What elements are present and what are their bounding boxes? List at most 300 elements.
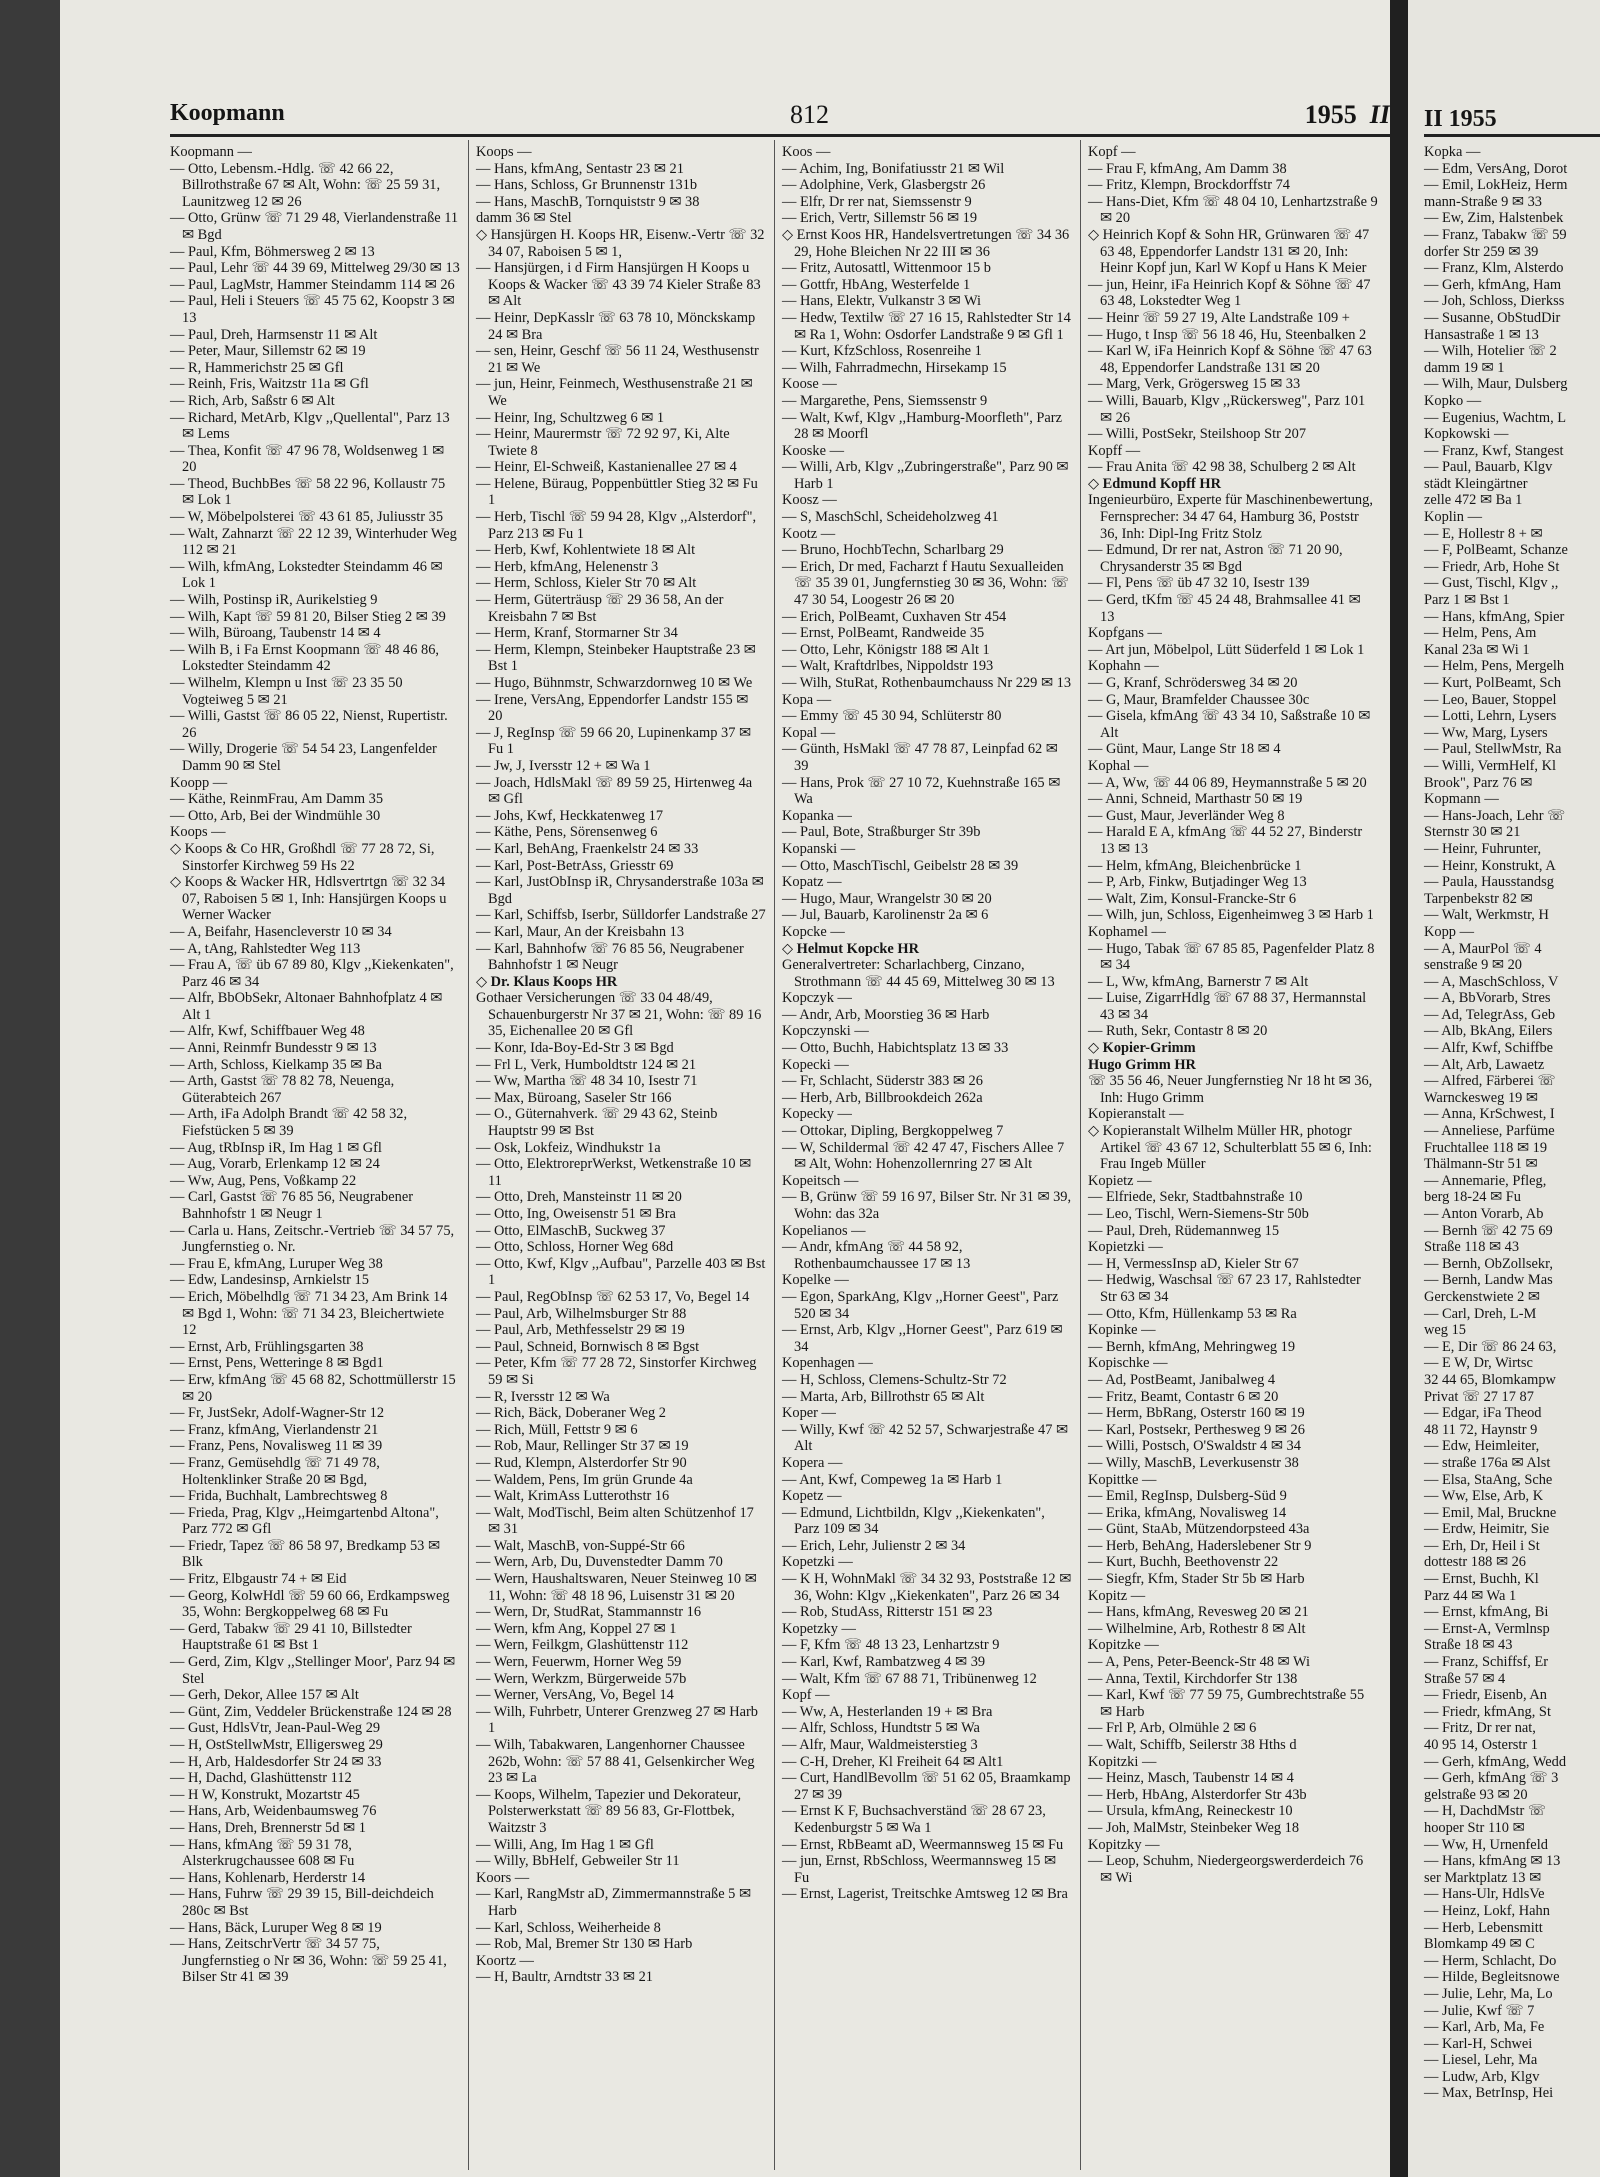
directory-entry: — Alfr, Maur, Waldmeisterstieg 3: [782, 1737, 978, 1753]
directory-entry: — Karl, Kwf, Rambatzweg 4 ✉ 39: [782, 1654, 986, 1671]
directory-entry: — Karl-H, Schwei: [1424, 2035, 1533, 2052]
directory-entry: — Leo, Bauer, Stoppel: [1424, 691, 1557, 708]
directory-entry: ◇ Hansjürgen H. Koops HR, Eisenw.-Vertr ☏ 32 34 07, Raboisen 5 ✉ 1,: [476, 226, 765, 260]
directory-entry: — Rob, Maur, Rellinger Str 37 ✉ 19: [476, 1438, 689, 1455]
directory-entry: — Herb, Kwf, Kohlentwiete 18 ✉ Alt: [476, 542, 696, 559]
directory-entry: — Wilh, Kapt ☏ 59 81 20, Bilser Stieg 2 ✉ 39: [170, 608, 446, 625]
directory-entry: — Joh, Schloss, Dierkss: [1424, 293, 1565, 310]
directory-entry: — Ew, Zim, Halstenbek: [1424, 210, 1564, 227]
directory-entry: — Marg, Verk, Grögersweg 15 ✉ 33: [1088, 376, 1301, 393]
directory-entry: — Ursula, kfmAng, Reineckestr 10: [1088, 1803, 1293, 1820]
directory-entry: — Ww, Marg, Lysers: [1424, 724, 1548, 741]
column-3: [782, 144, 1072, 1903]
directory-entry: — A, tAng, Rahlstedter Weg 113: [170, 940, 361, 957]
directory-entry: Koopp —: [170, 774, 228, 791]
directory-entry: — Hedwig, Waschsal ☏ 67 23 17, Rahlstedter Str 63 ✉ 34: [1088, 1272, 1361, 1305]
directory-entry: — Franz, Pens, Novalisweg 11 ✉ 39: [170, 1438, 383, 1455]
directory-entry: — Bruno, HochbTechn, Scharlbarg 29: [782, 542, 1004, 559]
directory-entry: — Achim, Ing, Bonifatiusstr 21 ✉ Wil: [782, 160, 1005, 177]
directory-entry: — Karl, Bahnhofw ☏ 76 85 56, Neugrabener Bahnhofstr 1 ✉ Neugr: [476, 940, 744, 974]
directory-entry: — Gisela, kfmAng ☏ 43 34 10, Saßstraße 10 ✉ Alt: [1088, 708, 1371, 741]
directory-entry: — Carl, Dreh, L-M: [1424, 1305, 1537, 1322]
directory-entry: — Edmund, Dr rer nat, Astron ☏ 71 20 90, Chrysanderstr 35 ✉ Bgd: [1088, 542, 1343, 575]
directory-entry: damm 19 ✉ 1: [1424, 359, 1505, 376]
directory-entry: Kopp —: [1424, 923, 1474, 940]
directory-entry: — Franz, Schiffsf, Er: [1424, 1654, 1549, 1671]
directory-entry: — Ernst, PolBeamt, Randweide 35: [782, 625, 985, 642]
directory-entry: — Heinr, Maurermstr ☏ 72 92 97, Ki, Alte Twiete 8: [476, 426, 730, 459]
directory-entry: — Ernst, Arb, Klgv ,,Horner Geest", Parz 619 ✉ 34: [782, 1322, 1063, 1355]
directory-entry: — Rich, Müll, Fettstr 9 ✉ 6: [476, 1421, 638, 1438]
directory-entry: Straße 57 ✉ 4: [1424, 1670, 1506, 1687]
directory-entry: Kopatz —: [782, 874, 842, 891]
directory-entry: — Walt, Kfm ☏ 67 88 71, Tribünenweg 12: [782, 1670, 1037, 1687]
directory-entry: — Bernh, ObZollsekr,: [1424, 1255, 1553, 1272]
directory-entry: — Willi, Ang, Im Hag 1 ✉ Gfl: [476, 1836, 654, 1853]
directory-entry: — Hans, Fuhrw ☏ 29 39 15, Bill-deichdeich 280c ✉ Bst: [170, 1886, 434, 1919]
directory-entry: — Frau E, kfmAng, Luruper Weg 38: [170, 1255, 383, 1272]
directory-entry: — Alfr, Kwf, Schiffbe: [1424, 1040, 1554, 1057]
directory-entry: Koors —: [476, 1869, 530, 1886]
directory-entry: — Gottfr, HbAng, Westerfelde 1: [782, 276, 971, 293]
directory-entry: 32 44 65, Blomkampw: [1424, 1371, 1556, 1388]
directory-entry: ◇ Dr. Klaus Koops HR: [476, 973, 618, 990]
directory-entry: — Leo, Tischl, Wern-Siemens-Str 50b: [1088, 1206, 1309, 1222]
directory-entry: — Leop, Schuhm, Niedergeorgswerderdeich 76 ✉ Wi: [1088, 1853, 1364, 1886]
directory-entry: ◇ Edmund Kopff HR: [1088, 475, 1222, 492]
directory-entry: — Bernh, kfmAng, Mehringweg 19: [1088, 1338, 1296, 1355]
directory-entry: — L, Ww, kfmAng, Barnerstr 7 ✉ Alt: [1088, 973, 1309, 990]
directory-entry: — Otto, Lehr, Königstr 188 ✉ Alt 1: [782, 641, 990, 658]
directory-entry: — Carla u. Hans, Zeitschr.-Vertrieb ☏ 34 57 75, Jungfernstieg o. Nr.: [170, 1222, 455, 1256]
directory-entry: — Franz, Kwf, Stangest: [1424, 442, 1564, 459]
directory-entry: — Hans, ZeitschrVertr ☏ 34 57 75, Jungfernstieg o Nr ✉ 36, Wohn: ☏ 59 25 41, Bilser Str 41 ✉ 39: [170, 1936, 447, 1986]
directory-entry: Kopitzki —: [1088, 1753, 1157, 1770]
directory-entry: — Aug, Vorarb, Erlenkamp 12 ✉ 24: [170, 1156, 380, 1173]
directory-page: [60, 0, 1390, 2177]
directory-entry: — Emil, LokHeiz, Herm: [1424, 177, 1568, 194]
directory-entry: — Wern, Haushaltswaren, Neuer Steinweg 10 ✉ 11, Wohn: ☏ 48 18 96, Luisenstr 31 ✉ 20: [476, 1571, 757, 1604]
directory-entry: Koper —: [782, 1405, 836, 1422]
directory-entry: — Wilh, jun, Schloss, Eigenheimweg 3 ✉ Harb 1: [1088, 907, 1374, 924]
directory-entry: — Gust, HdlsVtr, Jean-Paul-Weg 29: [170, 1720, 381, 1737]
directory-entry: — Gerd, Tabakw ☏ 29 41 10, Billstedter Hauptstraße 61 ✉ Bst 1: [170, 1620, 412, 1654]
directory-entry: — Emil, RegInsp, Dulsberg-Süd 9: [1088, 1488, 1287, 1505]
directory-entry: — E W, Dr, Wirtsc: [1424, 1355, 1533, 1372]
directory-entry: — Otto, Ing, Oweisenstr 51 ✉ Bra: [476, 1206, 676, 1222]
directory-entry: mann-Straße 9 ✉ 33: [1424, 193, 1542, 210]
directory-entry: — A, Beifahr, Hasencleverstr 10 ✉ 34: [170, 923, 392, 940]
directory-entry: — Walt, KrimAss Lutterothstr 16: [476, 1488, 670, 1505]
directory-entry: Kopff —: [1088, 442, 1141, 459]
directory-entry: — Julie, Lehr, Ma, Lo: [1424, 1985, 1553, 2002]
directory-entry: — Hans, Schloss, Gr Brunnenstr 131b: [476, 177, 698, 194]
directory-entry: — Günth, HsMakl ☏ 47 78 87, Leinpfad 62 ✉ 39: [782, 741, 1058, 774]
directory-entry: — Erich, PolBeamt, Cuxhaven Str 454: [782, 608, 1007, 625]
directory-entry: — Alb, BkAng, Eilers: [1424, 1023, 1553, 1040]
directory-entry: — Elfriede, Sekr, Stadtbahnstraße 10: [1088, 1189, 1303, 1206]
directory-entry: — jun, Ernst, RbSchloss, Weermannsweg 15 ✉ Fu: [782, 1853, 1057, 1886]
directory-entry: — Ernst, RbBeamt aD, Weermannsweg 15 ✉ Fu: [782, 1836, 1064, 1853]
directory-entry: — Hugo, Bühnmstr, Schwarzdornweg 10 ✉ We: [476, 675, 753, 691]
directory-entry: — Herm, BbRang, Osterstr 160 ✉ 19: [1088, 1405, 1305, 1422]
directory-entry: — Elfr, Dr rer nat, Siemssenstr 9: [782, 193, 972, 210]
directory-entry: — Herb, Arb, Billbrookdeich 262a: [782, 1089, 983, 1106]
directory-entry: — Günt, Zim, Veddeler Brückenstraße 124 ✉ 28: [170, 1703, 452, 1720]
directory-entry: — Erika, kfmAng, Novalisweg 14: [1088, 1504, 1287, 1521]
directory-entry: damm 36 ✉ Stel: [476, 210, 572, 227]
directory-entry: — J, RegInsp ☏ 59 66 20, Lupinenkamp 37 ✉ Fu 1: [476, 724, 752, 758]
column-divider: [468, 140, 469, 2170]
next-page-header: II 1955: [1424, 106, 1497, 132]
header-page-number: 812: [790, 100, 829, 129]
directory-entry: — Ww, Else, Arb, K: [1424, 1488, 1544, 1505]
directory-entry: — Wilh B, i Fa Ernst Koopmann ☏ 48 46 86, Lokstedter Steindamm 42: [170, 641, 439, 675]
header-year: 1955 II: [1304, 100, 1390, 129]
directory-entry: Kopcke —: [782, 923, 845, 940]
directory-entry: Kopf —: [1088, 144, 1136, 160]
directory-entry: ◇ Helmut Kopcke HR: [782, 940, 919, 957]
directory-entry: — Friedr, kfmAng, St: [1424, 1703, 1551, 1720]
directory-entry: — Rob, StudAss, Ritterstr 151 ✉ 23: [782, 1604, 993, 1621]
directory-entry: — Heinr ☏ 59 27 19, Alte Landstraße 109 +: [1088, 309, 1350, 326]
directory-entry: — Paul, RegObInsp ☏ 62 53 17, Vo, Begel 14: [476, 1288, 750, 1305]
directory-entry: — Ww, H, Urnenfeld: [1424, 1836, 1548, 1853]
column-4: [1088, 144, 1378, 1886]
directory-entry: Kootz —: [782, 525, 836, 542]
directory-entry: — Arth, iFa Adolph Brandt ☏ 42 58 32, Fiefstücken 5 ✉ 39: [170, 1106, 408, 1140]
directory-entry: Koortz —: [476, 1952, 534, 1969]
directory-entry: — Wilh, Fuhrbetr, Unterer Grenzweg 27 ✉ Harb 1: [476, 1703, 758, 1737]
directory-entry: — Karl, BehAng, Fraenkelstr 24 ✉ 33: [476, 840, 699, 857]
directory-entry: — Paul, Bote, Straßburger Str 39b: [782, 824, 981, 841]
directory-entry: — Konr, Ida-Boy-Ed-Str 3 ✉ Bgd: [476, 1040, 674, 1057]
directory-entry: Generalvertreter: Scharlachberg, Cinzano, Strothmann ☏ 44 45 69, Mittelweg 30 ✉ 13: [782, 957, 1055, 990]
directory-entry: — Hans-Ulr, HdlsVe: [1424, 1886, 1545, 1903]
directory-entry: — Otto, Kwf, Klgv ,,Aufbau", Parzelle 403 ✉ Bst 1: [476, 1255, 766, 1289]
directory-entry: — G, Maur, Bramfelder Chaussee 30c: [1088, 691, 1310, 708]
directory-entry: Blomkamp 49 ✉ C: [1424, 1936, 1535, 1953]
directory-entry: Kophal —: [1088, 757, 1149, 774]
directory-entry: — Walt, ModTischl, Beim alten Schützenhof 17 ✉ 31: [476, 1504, 754, 1538]
directory-entry: — Joh, MalMstr, Steinbeker Weg 18: [1088, 1819, 1300, 1836]
directory-entry: — Anna, KrSchwest, I: [1424, 1106, 1555, 1123]
directory-entry: — Heinr, DepKasslr ☏ 63 78 10, Mönckskamp 24 ✉ Bra: [476, 309, 756, 343]
directory-entry: — Otto, Dreh, Mansteinstr 11 ✉ 20: [476, 1189, 682, 1206]
directory-entry: — Willy, Kwf ☏ 42 52 57, Schwarjestraße 47 ✉ Alt: [782, 1421, 1069, 1455]
directory-entry: — Reinh, Fris, Waitzstr 11a ✉ Gfl: [170, 376, 369, 393]
directory-entry: — Otto, Kfm, Hüllenkamp 53 ✉ Ra: [1088, 1305, 1297, 1322]
directory-entry: Fruchtallee 118 ✉ 19: [1424, 1139, 1548, 1156]
directory-entry: — Hans, Elektr, Vulkanstr 3 ✉ Wi: [782, 293, 981, 310]
directory-entry: — Wern, Werkzm, Bürgerweide 57b: [476, 1670, 687, 1687]
directory-entry: Kopko —: [1424, 392, 1482, 409]
directory-entry: Kopecki —: [782, 1056, 849, 1073]
directory-entry: hooper Str 110 ✉: [1424, 1819, 1525, 1836]
directory-entry: — Irene, VersAng, Eppendorfer Landstr 155 ✉ 20: [476, 691, 749, 725]
directory-entry: — Heinr, Ing, Schultzweg 6 ✉ 1: [476, 409, 665, 426]
directory-entry: Warnckesweg 19 ✉: [1424, 1089, 1538, 1106]
directory-entry: — Anna, Textil, Kirchdorfer Str 138: [1088, 1670, 1298, 1687]
directory-entry: Kopetzky —: [782, 1620, 856, 1637]
directory-entry: Sternstr 30 ✉ 21: [1424, 824, 1521, 841]
directory-entry: — Paul, Arb, Methfesselstr 29 ✉ 19: [476, 1322, 685, 1339]
directory-entry: — Hans, kfmAng ☏ 59 31 78, Alsterkrugchaussee 608 ✉ Fu: [170, 1836, 355, 1870]
directory-entry: Kopelke —: [782, 1272, 849, 1289]
directory-entry: — Gerd, Zim, Klgv ,,Stellinger Moor', Parz 94 ✉ Stel: [170, 1654, 456, 1687]
directory-entry: — Curt, HandlBevollm ☏ 51 62 05, Braamkamp 27 ✉ 39: [782, 1770, 1071, 1803]
directory-entry: Gerckenstwiete 2 ✉: [1424, 1288, 1540, 1305]
directory-entry: — A, Pens, Peter-Beenck-Str 48 ✉ Wi: [1088, 1654, 1310, 1671]
directory-entry: — Edw, Heimleiter,: [1424, 1438, 1540, 1455]
directory-entry: — Helm, Pens, Mergelh: [1424, 658, 1565, 675]
directory-entry: — Edm, VersAng, Dorot: [1424, 160, 1568, 177]
directory-entry: — Gust, Maur, Jeverländer Weg 8: [1088, 807, 1285, 824]
directory-entry: Straße 18 ✉ 43: [1424, 1637, 1513, 1654]
directory-entry: — Johs, Kwf, Heckkatenweg 17: [476, 807, 664, 824]
directory-entry: — H, Baultr, Arndtstr 33 ✉ 21: [476, 1969, 653, 1986]
directory-entry: — Edw, Landesinsp, Arnkielstr 15: [170, 1272, 369, 1289]
directory-entry: städt Kleingärtner: [1424, 475, 1528, 492]
directory-entry: — Willi, Bauarb, Klgv ,,Rückersweg", Parz 101 ✉ 26: [1088, 392, 1366, 426]
directory-entry: — Gerh, Dekor, Allee 157 ✉ Alt: [170, 1687, 359, 1704]
directory-entry: — Alfr, Kwf, Schiffbauer Weg 48: [170, 1023, 365, 1040]
directory-entry: — straße 176a ✉ Alst: [1424, 1454, 1551, 1471]
directory-entry: — Ww, Martha ☏ 48 34 10, Isestr 71: [476, 1073, 698, 1090]
directory-entry: — Erh, Dr, Heil i St: [1424, 1537, 1540, 1554]
directory-entry: — Helm, Pens, Am: [1424, 625, 1537, 642]
directory-entry: — Ad, TelegrAss, Geb: [1424, 1006, 1556, 1023]
directory-entry: — Hans, kfmAng, Revesweg 20 ✉ 21: [1088, 1604, 1309, 1621]
directory-entry: — Paul, StellwMstr, Ra: [1424, 741, 1562, 758]
directory-entry: — Franz, Tabakw ☏ 59: [1424, 226, 1567, 243]
directory-entry: — Wilh, Maur, Dulsberg: [1424, 376, 1568, 393]
directory-entry: — R, Iversstr 12 ✉ Wa: [476, 1388, 610, 1405]
directory-entry: — Käthe, Pens, Sörensenweg 6: [476, 824, 658, 841]
directory-entry: Koops —: [476, 144, 532, 160]
directory-entry: — Karl, Arb, Ma, Fe: [1424, 2019, 1545, 2036]
directory-entry: — Lotti, Lehrn, Lysers: [1424, 708, 1557, 725]
directory-entry: Thälmann-Str 51 ✉: [1424, 1156, 1538, 1173]
directory-entry: — Hans-Joach, Lehr ☏: [1424, 807, 1566, 824]
directory-entry: — Gerh, kfmAng, Wedd: [1424, 1753, 1567, 1770]
directory-entry: Kopietz —: [1088, 1172, 1152, 1189]
directory-entry: — Heinr, El-Schweiß, Kastanienallee 27 ✉ 4: [476, 459, 737, 476]
directory-entry: — Karl, Kwf ☏ 77 59 75, Gumbrechtstraße 55 ✉ Harb: [1088, 1687, 1365, 1720]
directory-entry: — Hans, kfmAng, Sentastr 23 ✉ 21: [476, 160, 684, 177]
directory-entry: — Arth, Schloss, Kielkamp 35 ✉ Ba: [170, 1056, 382, 1073]
directory-entry: — Susanne, ObStudDir: [1424, 309, 1561, 326]
directory-entry: — Luise, ZigarrHdlg ☏ 67 88 37, Hermannstal 43 ✉ 34: [1088, 990, 1367, 1023]
directory-entry: — Rob, Mal, Bremer Str 130 ✉ Harb: [476, 1936, 693, 1953]
directory-entry: — Herm, Kranf, Stormarner Str 34: [476, 625, 678, 642]
column-1: [170, 144, 460, 1986]
directory-entry: ser Marktplatz 13 ✉: [1424, 1869, 1542, 1886]
directory-entry: — Jul, Bauarb, Karolinenstr 2a ✉ 6: [782, 907, 989, 924]
directory-entry: — Ottokar, Dipling, Bergkoppelweg 7: [782, 1123, 1004, 1140]
directory-entry: — Ww, A, Hesterlanden 19 + ✉ Bra: [782, 1703, 993, 1720]
directory-entry: — Erw, kfmAng ☏ 45 68 82, Schottmüllerstr 15 ✉ 20: [170, 1371, 456, 1405]
directory-entry: — Karl, Postsekr, Perthesweg 9 ✉ 26: [1088, 1421, 1305, 1438]
directory-entry: — Otto, ElMaschB, Suckweg 37: [476, 1222, 666, 1239]
directory-entry: — A, BbVorarb, Stres: [1424, 990, 1551, 1007]
directory-entry: — O., Güternahverk. ☏ 29 43 62, Steinb Hauptstr 99 ✉ Bst: [476, 1106, 718, 1140]
directory-entry: Kopelianos —: [782, 1222, 866, 1239]
directory-entry: — Walt, Werkmstr, H: [1424, 907, 1549, 924]
directory-entry: ◇ Ernst Koos HR, Handelsvertretungen ☏ 34 36 29, Hohe Bleichen Nr 22 III ✉ 36: [782, 226, 1070, 260]
directory-entry: — Paul, Bauarb, Klgv: [1424, 459, 1553, 476]
directory-entry: — Thea, Konfit ☏ 47 96 78, Woldsenweg 1 ✉ 20: [170, 442, 445, 476]
directory-entry: — Wilhelmine, Arb, Rothestr 8 ✉ Alt: [1088, 1620, 1306, 1637]
directory-entry: — Ernst, kfmAng, Bi: [1424, 1604, 1549, 1621]
directory-entry: — Aug, tRbInsp iR, Im Hag 1 ✉ Gfl: [170, 1139, 382, 1156]
directory-entry: Kopitzky —: [1088, 1836, 1160, 1853]
directory-entry: Koosz —: [782, 492, 837, 509]
directory-entry: — Edmund, Lichtbildn, Klgv ,,Kiekenkaten", Parz 109 ✉ 34: [782, 1504, 1045, 1538]
directory-entry: Kopecky —: [782, 1106, 852, 1123]
directory-entry: — Andr, kfmAng ☏ 44 58 92, Rothenbaumchaussee 17 ✉ 13: [782, 1239, 971, 1272]
directory-entry: — Koops, Wilhelm, Tapezier und Dekorateur, Polsterwerkstatt ☏ 89 56 83, Gr-Flottbek, Waitzstr 3: [476, 1786, 742, 1836]
directory-entry: Hansastraße 1 ✉ 13: [1424, 326, 1539, 343]
directory-entry: — Waldem, Pens, Im grün Grunde 4a: [476, 1471, 693, 1488]
directory-entry: — Ernst, Pens, Wetteringe 8 ✉ Bgd1: [170, 1355, 384, 1372]
directory-entry: — Otto, MaschTischl, Geibelstr 28 ✉ 39: [782, 857, 1019, 874]
directory-entry: Kophamel —: [1088, 923, 1166, 940]
directory-entry: — Herb, Lebensmitt: [1424, 1919, 1543, 1936]
directory-entry: — Hugo, Maur, Wrangelstr 30 ✉ 20: [782, 890, 992, 907]
directory-entry: — F, Kfm ☏ 48 13 23, Lenhartzstr 9: [782, 1637, 1000, 1654]
directory-entry: Brook", Parz 76 ✉: [1424, 774, 1533, 791]
directory-entry: Kopmann —: [1424, 791, 1499, 808]
directory-entry: — Frau Anita ☏ 42 98 38, Schulberg 2 ✉ Alt: [1088, 459, 1356, 476]
directory-entry: — Fritz, Elbgaustr 74 + ✉ Eid: [170, 1571, 347, 1588]
directory-entry: — Kurt, KfzSchloss, Rosenreihe 1: [782, 343, 982, 360]
directory-entry: Kopinke —: [1088, 1322, 1156, 1339]
directory-entry: — Emil, Mal, Bruckne: [1424, 1504, 1557, 1521]
directory-entry: — Franz, Gemüsehdlg ☏ 71 49 78, Holtenklinker Straße 20 ✉ Bgd,: [170, 1454, 380, 1488]
directory-entry: — Rud, Klempn, Alsterdorfer Str 90: [476, 1454, 687, 1471]
directory-entry: — Hans-Diet, Kfm ☏ 48 04 10, Lenhartzstraße 9 ✉ 20: [1088, 193, 1378, 227]
directory-entry: — Anton Vorarb, Ab: [1424, 1206, 1544, 1222]
directory-entry: — Wilh, Fahrradmechn, Hirsekamp 15: [782, 359, 1007, 376]
directory-entry: — Joach, HdlsMakl ☏ 89 59 25, Hirtenweg 4a ✉ Gfl: [476, 774, 753, 808]
directory-entry: Kopischke —: [1088, 1355, 1168, 1372]
directory-entry: — Willi, Gastst ☏ 86 05 22, Nienst, Rupertistr. 26: [170, 708, 448, 741]
directory-entry: — Annemarie, Pfleg,: [1424, 1172, 1547, 1189]
directory-entry: — Herb, HbAng, Alsterdorfer Str 43b: [1088, 1786, 1307, 1803]
directory-entry: — Wilh, Büroang, Taubenstr 14 ✉ 4: [170, 625, 381, 642]
directory-entry: — Paul, Dreh, Harmsenstr 11 ✉ Alt: [170, 326, 378, 343]
directory-entry: Koops —: [170, 824, 226, 841]
directory-entry: — Gerh, kfmAng ☏ 3: [1424, 1770, 1559, 1787]
directory-entry: — H, OstStellwMstr, Elligersweg 29: [170, 1737, 383, 1753]
directory-entry: — Herb, Tischl ☏ 59 94 28, Klgv ,,Alsterdorf", Parz 213 ✉ Fu 1: [476, 509, 757, 542]
directory-entry: — Fritz, Dr rer nat,: [1424, 1720, 1536, 1737]
directory-entry: — Paul, Lehr ☏ 44 39 69, Mittelweg 29/30 ✉ 13: [170, 260, 460, 277]
directory-entry: Koos —: [782, 144, 831, 160]
directory-entry: — Anneliese, Parfüme: [1424, 1123, 1555, 1140]
directory-entry: — Karl, Schiffsb, Iserbr, Sülldorfer Landstraße 27: [476, 907, 766, 924]
directory-entry: — H, VermessInsp aD, Kieler Str 67: [1088, 1255, 1299, 1272]
directory-entry: — Jw, J, Iversstr 12 + ✉ Wa 1: [476, 757, 651, 774]
directory-entry: — Otto, Arb, Bei der Windmühle 30: [170, 807, 381, 824]
directory-entry: — C-H, Dreher, Kl Freiheit 64 ✉ Alt1: [782, 1753, 1004, 1770]
directory-entry: — Karl W, iFa Heinrich Kopf & Söhne ☏ 47 63 48, Eppendorfer Landstraße 131 ✉ 20: [1088, 343, 1372, 376]
directory-entry: — Georg, KolwHdl ☏ 59 60 66, Erdkampsweg 35, Wohn: Bergkoppelweg 68 ✉ Fu: [170, 1587, 450, 1621]
directory-entry: — Bernh ☏ 42 75 69: [1424, 1222, 1553, 1239]
directory-entry: — Willi, Postsch, O'Swaldstr 4 ✉ 34: [1088, 1438, 1301, 1455]
book-gutter: [1390, 0, 1408, 2177]
directory-entry: Kopf —: [782, 1687, 830, 1704]
directory-entry: — Bernh, Landw Mas: [1424, 1272, 1553, 1289]
directory-entry: — Hugo, Tabak ☏ 67 85 85, Pagenfelder Platz 8 ✉ 34: [1088, 940, 1375, 974]
directory-entry: — Ernst K F, Buchsachverständ ☏ 28 67 23, Kedenburgstr 5 ✉ Wa 1: [782, 1803, 1046, 1836]
directory-entry: — Egon, SparkAng, Klgv ,,Horner Geest", Parz 520 ✉ 34: [782, 1288, 1059, 1322]
directory-entry: — Willy, BbHelf, Gebweiler Str 11: [476, 1853, 680, 1870]
directory-entry: — Otto, Buchh, Habichtsplatz 13 ✉ 33: [782, 1040, 1009, 1057]
directory-entry: — Theod, BuchbBes ☏ 58 22 96, Kollaustr 75 ✉ Lok 1: [170, 475, 446, 509]
directory-entry: — Otto, ElektroreprWerkst, Wetkenstraße 10 ✉ 11: [476, 1156, 752, 1189]
directory-entry: Kopitzke —: [1088, 1637, 1159, 1654]
directory-entry: Ingenieurbüro, Experte für Maschinenbewertung, Fernsprecher: 34 47 64, Hamburg 36, Poststr 36, Inh: Dipl-Ing Fritz Stolz: [1088, 492, 1373, 542]
directory-entry: Koplin —: [1424, 509, 1482, 526]
directory-entry: — Friedr, Arb, Hohe St: [1424, 558, 1560, 575]
directory-entry: — W, Möbelpolsterei ☏ 43 61 85, Juliusstr 35: [170, 509, 444, 526]
directory-entry: — Karl, Schloss, Weiherheide 8: [476, 1919, 661, 1936]
directory-entry: — Willi, PostSekr, Steilshoop Str 207: [1088, 426, 1307, 443]
directory-entry: — Hedw, Textilw ☏ 27 16 15, Rahlstedter Str 14 ✉ Ra 1, Wohn: Osdorfer Landstraße 9 ✉ Gfl 1: [782, 309, 1071, 343]
directory-entry: — Richard, MetArb, Klgv ,,Quellental", Parz 13 ✉ Lems: [170, 409, 450, 443]
directory-entry: — Paul, Heli i Steuers ☏ 45 75 62, Koopstr 3 ✉ 13: [170, 293, 455, 326]
directory-entry: — Fritz, Beamt, Contastr 6 ✉ 20: [1088, 1388, 1279, 1405]
directory-entry: Kopetz —: [782, 1488, 842, 1505]
directory-entry: — A, MaschSchloss, V: [1424, 973, 1559, 990]
directory-entry: — Herm, Güterträusp ☏ 29 36 58, An der Kreisbahn 7 ✉ Bst: [476, 592, 724, 625]
directory-entry: — Hans, Prok ☏ 27 10 72, Kuehnstraße 165 ✉ Wa: [782, 774, 1061, 808]
directory-entry: — H, Arb, Haldesdorfer Str 24 ✉ 33: [170, 1753, 382, 1770]
directory-entry: — Friedr, Tapez ☏ 86 58 97, Bredkamp 53 ✉ Blk: [170, 1537, 440, 1571]
directory-entry: Kopetzki —: [782, 1554, 853, 1571]
directory-entry: — H, Schloss, Clemens-Schultz-Str 72: [782, 1371, 1007, 1388]
directory-entry: — Rich, Arb, Saßstr 6 ✉ Alt: [170, 392, 335, 409]
directory-entry: — Emmy ☏ 45 30 94, Schlüterstr 80: [782, 708, 1002, 725]
directory-entry: — Helene, Büraug, Poppenbüttler Stieg 32 ✉ Fu 1: [476, 475, 758, 509]
directory-entry: — R, Hammerichstr 25 ✉ Gfl: [170, 359, 344, 376]
directory-entry: — F, PolBeamt, Schanze: [1424, 542, 1568, 559]
directory-entry: Privat ☏ 27 17 87: [1424, 1388, 1534, 1405]
directory-entry: — Paul, Dreh, Rüdemannweg 15: [1088, 1222, 1280, 1239]
directory-entry: — Hans, Dreh, Brennerstr 5d ✉ 1: [170, 1819, 366, 1836]
directory-entry: — G, Kranf, Schrödersweg 34 ✉ 20: [1088, 675, 1298, 691]
directory-entry: — Hans, kfmAng, Spier: [1424, 608, 1565, 625]
directory-entry: — Siegfr, Kfm, Stader Str 5b ✉ Harb: [1088, 1571, 1305, 1588]
directory-entry: — Wern, Feilkgm, Glashüttenstr 112: [476, 1637, 689, 1654]
directory-entry: zelle 472 ✉ Ba 1: [1424, 492, 1523, 509]
next-page-column: [1424, 144, 1600, 2102]
directory-entry: — Frl L, Verk, Humboldtstr 124 ✉ 21: [476, 1056, 697, 1073]
directory-entry: — Hans, Arb, Weidenbaumsweg 76: [170, 1803, 377, 1820]
directory-entry: — Ad, PostBeamt, Janibalweg 4: [1088, 1371, 1276, 1388]
directory-entry: — Alfred, Färberei ☏: [1424, 1073, 1556, 1090]
directory-entry: — Otto, Lebensm.-Hdlg. ☏ 42 66 22, Billrothstraße 67 ✉ Alt, Wohn: ☏ 25 59 31, Launitzweg 12 ✉ 26: [170, 160, 441, 210]
directory-entry: — Heinr, Fuhrunter,: [1424, 840, 1542, 857]
directory-entry: — Erich, Möbelhdlg ☏ 71 34 23, Am Brink 14 ✉ Bgd 1, Wohn: ☏ 71 34 23, Bleichertwiete 12: [170, 1288, 448, 1339]
directory-entry: — B, Grünw ☏ 59 16 97, Bilser Str. Nr 31 ✉ 39, Wohn: das 32a: [782, 1189, 1072, 1222]
directory-entry: — Paul, LagMstr, Hammer Steindamm 114 ✉ 26: [170, 276, 455, 293]
directory-entry: — Anni, Reinmfr Bundesstr 9 ✉ 13: [170, 1040, 377, 1057]
directory-entry: — Karl, JustObInsp iR, Chrysanderstraße 103a ✉ Bgd: [476, 874, 764, 907]
directory-entry: — Fr, Schlacht, Süderstr 383 ✉ 26: [782, 1073, 983, 1090]
